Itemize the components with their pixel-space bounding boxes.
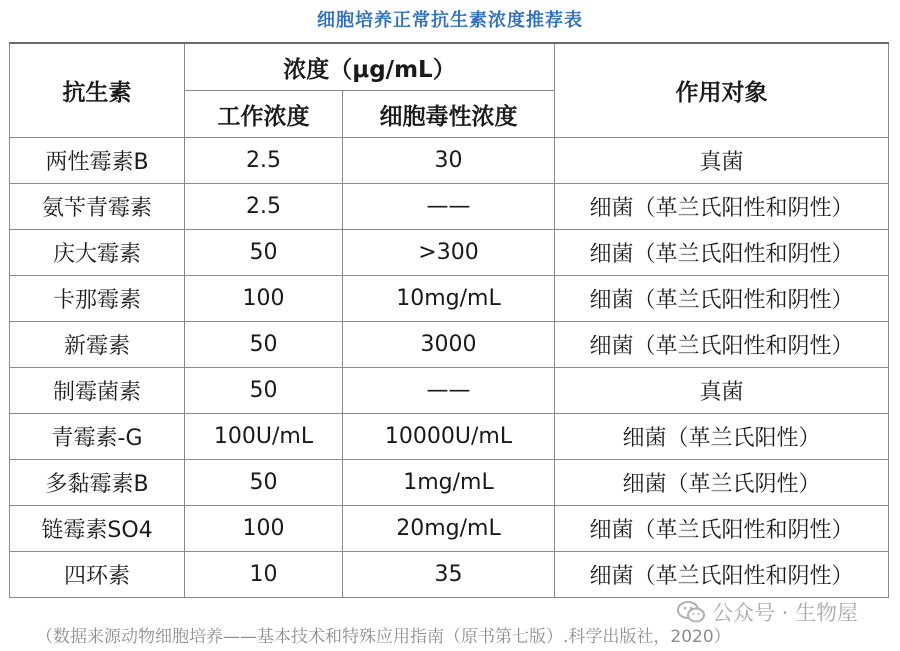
table-row <box>10 230 889 276</box>
cell-cytotoxic-concentration: 1mg/mL <box>343 460 555 506</box>
table-row <box>10 368 889 414</box>
cell-target: 细菌（革兰氏阳性和阴性） <box>555 184 889 230</box>
cell-working-concentration: 50 <box>185 460 343 506</box>
cell-antibiotic-name: 制霉菌素 <box>10 368 185 414</box>
cell-target: 真菌 <box>555 368 889 414</box>
cell-working-concentration: 2.5 <box>185 184 343 230</box>
cell-antibiotic-name: 卡那霉素 <box>10 276 185 322</box>
cell-working-concentration: 100 <box>185 276 343 322</box>
table-row <box>10 414 889 460</box>
cell-cytotoxic-concentration: >300 <box>343 230 555 276</box>
cell-antibiotic-name: 氨苄青霉素 <box>10 184 185 230</box>
cell-target: 真菌 <box>555 138 889 184</box>
cell-working-concentration: 50 <box>185 322 343 368</box>
cell-cytotoxic-concentration: —— <box>343 184 555 230</box>
header-working-concentration: 工作浓度 <box>185 91 343 138</box>
cell-working-concentration: 50 <box>185 368 343 414</box>
table-row <box>10 138 889 184</box>
cell-cytotoxic-concentration: 35 <box>343 552 555 598</box>
cell-target: 细菌（革兰氏阳性和阴性） <box>555 230 889 276</box>
cell-cytotoxic-concentration: 20mg/mL <box>343 506 555 552</box>
cell-cytotoxic-concentration: 10000U/mL <box>343 414 555 460</box>
table-row <box>10 184 889 230</box>
cell-cytotoxic-concentration: 10mg/mL <box>343 276 555 322</box>
wechat-icon <box>676 600 706 624</box>
cell-target: 细菌（革兰氏阳性和阴性） <box>555 552 889 598</box>
watermark <box>676 597 858 627</box>
header-target: 作用对象 <box>555 43 889 138</box>
table-row <box>10 552 889 598</box>
cell-target: 细菌（革兰氏阳性和阴性） <box>555 276 889 322</box>
cell-target: 细菌（革兰氏阳性和阴性） <box>555 506 889 552</box>
table-row <box>10 322 889 368</box>
cell-cytotoxic-concentration: —— <box>343 368 555 414</box>
cell-working-concentration: 100 <box>185 506 343 552</box>
antibiotic-table <box>9 42 889 598</box>
table-row <box>10 506 889 552</box>
cell-antibiotic-name: 青霉素-G <box>10 414 185 460</box>
cell-working-concentration: 10 <box>185 552 343 598</box>
table-title: 细胞培养正常抗生素浓度推荐表 <box>317 10 583 31</box>
cell-target: 细菌（革兰氏阳性和阴性） <box>555 322 889 368</box>
header-cytotoxic-concentration: 细胞毒性浓度 <box>343 91 555 138</box>
cell-antibiotic-name: 链霉素SO4 <box>10 506 185 552</box>
watermark-text: 公众号 · 生物屋 <box>712 601 859 625</box>
cell-working-concentration: 50 <box>185 230 343 276</box>
cell-antibiotic-name: 庆大霉素 <box>10 230 185 276</box>
cell-antibiotic-name: 两性霉素B <box>10 138 185 184</box>
cell-target: 细菌（革兰氏阳性） <box>555 414 889 460</box>
table-row <box>10 276 889 322</box>
header-concentration: 浓度（μg/mL） <box>185 43 555 91</box>
cell-cytotoxic-concentration: 3000 <box>343 322 555 368</box>
header-antibiotic: 抗生素 <box>10 43 185 138</box>
table-row <box>10 460 889 506</box>
cell-target: 细菌（革兰氏阴性） <box>555 460 889 506</box>
cell-antibiotic-name: 四环素 <box>10 552 185 598</box>
cell-working-concentration: 2.5 <box>185 138 343 184</box>
cell-working-concentration: 100U/mL <box>185 414 343 460</box>
cell-antibiotic-name: 多黏霉素B <box>10 460 185 506</box>
cell-antibiotic-name: 新霉素 <box>10 322 185 368</box>
source-caption: （数据来源动物细胞培养——基本技术和特殊应用指南（原书第七版）.科学出版社，2020） <box>36 627 731 647</box>
cell-cytotoxic-concentration: 30 <box>343 138 555 184</box>
